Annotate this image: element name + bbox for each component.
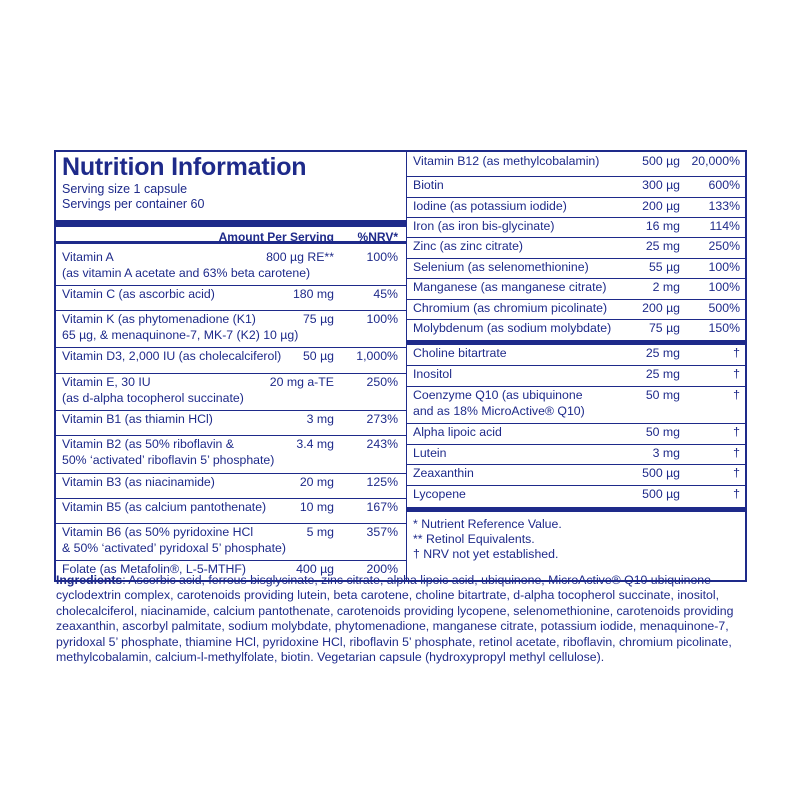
nutrient-nrv: † [733, 487, 740, 501]
nutrient-nrv: 20,000% [691, 154, 740, 168]
nutrient-name: Vitamin K (as phytomenadione (K1) 65 µg, & menaquinone-7, MK-7 (K2) 10 µg) [62, 312, 299, 342]
nutrient-nrv: 150% [708, 321, 740, 335]
nrv-header: %NRV* [357, 230, 398, 244]
nutrient-row [407, 258, 746, 279]
ingredients-text: : Ascorbic acid, ferrous bisglycinate, zinc citrate, alpha lipoic acid, ubiquinone, MicroActive® Q10 ubiquinone cyclodextrin complex, carotenoids providing lutein, beta carotene, choline bitartrate, d-alpha tocopherol succinate, inositol, cholecalciferol, niacinamide, calcium pantothenate, carotenoids providing lycopene, selenomethionine, carotenoids providing zeaxanthin, ascorbyl palmitate, sodium molybdate, phytomenadione, manganese citrate, potassium iodide, menaquinone-7, pyridoxal 5’ phosphate, thiamine HCl, pyridoxine HCl, riboflavin 5’ phosphate, retinol acetate, riboflavin, chromium picolinate, methylcobalamin, calcium-l-methylfolate, biotin. Vegetarian capsule (hydroxypropyl methyl cellulose). [56, 573, 734, 665]
nutrient-nrv: 243% [366, 437, 398, 451]
nutrient-name: Vitamin E, 30 IU (as d-alpha tocopherol succinate) [62, 375, 244, 405]
nutrient-row [56, 523, 406, 561]
nutrient-row [407, 365, 746, 387]
nutrient-amount: 500 µg [642, 154, 680, 168]
nutrient-nrv: 200% [366, 562, 398, 576]
nutrient-nrv: 100% [366, 312, 398, 326]
nutrient-nrv: 100% [366, 250, 398, 264]
nutrient-amount: 300 µg [642, 178, 680, 192]
nutrient-name: Vitamin D3, 2,000 IU (as cholecalciferol) [62, 349, 282, 363]
nutrient-row [407, 152, 746, 177]
nutrient-row [56, 285, 406, 311]
nutrient-nrv: † [733, 425, 740, 439]
right-column [406, 152, 746, 580]
nutrient-amount: 75 µg [648, 321, 680, 335]
nutrient-amount: 2 mg [652, 280, 680, 294]
amount-header: Amount Per Serving [218, 230, 334, 244]
nutrient-row [407, 319, 746, 345]
nutrient-nrv: † [733, 446, 740, 460]
nutrient-nrv: 45% [373, 287, 398, 301]
nutrient-row [56, 310, 406, 348]
nutrient-amount: 25 mg [645, 346, 680, 360]
nutrient-row [56, 248, 406, 286]
panel-title: Nutrition Information [62, 153, 307, 181]
nutrient-row [407, 464, 746, 486]
nutrient-nrv: † [733, 367, 740, 381]
nutrient-nrv: † [733, 346, 740, 360]
nutrient-name: Inositol [413, 367, 452, 381]
nutrient-name: Vitamin B3 (as niacinamide) [62, 475, 215, 489]
nutrient-row [407, 423, 746, 445]
nutrient-amount: 20 mg a-TE [269, 375, 334, 389]
nutrient-name: Vitamin C (as ascorbic acid) [62, 287, 215, 301]
nutrient-amount: 16 mg [645, 219, 680, 233]
nutrient-name: Manganese (as manganese citrate) [413, 280, 607, 294]
nutrient-name: Vitamin B1 (as thiamin HCl) [62, 412, 213, 426]
nutrient-name: Iron (as iron bis-glycinate) [413, 219, 555, 233]
nutrient-amount: 50 mg [645, 425, 680, 439]
nutrient-row [407, 444, 746, 465]
nutrient-row [407, 237, 746, 259]
nutrient-row [407, 299, 746, 320]
nutrient-amount: 25 mg [645, 367, 680, 381]
nutrient-name: Vitamin B5 (as calcium pantothenate) [62, 500, 267, 514]
nutrient-nrv: 125% [366, 475, 398, 489]
nutrient-amount: 25 mg [645, 239, 680, 253]
nutrient-amount: 10 mg [299, 500, 334, 514]
nutrition-panel [54, 150, 747, 582]
nutrient-nrv: 273% [366, 412, 398, 426]
nutrient-amount: 3 mg [652, 446, 680, 460]
nutrient-amount: 3.4 mg [296, 437, 334, 451]
nutrient-amount: 50 µg [302, 349, 334, 363]
nutrient-row [407, 386, 746, 424]
nutrient-row [56, 435, 406, 474]
nutrient-amount: 20 mg [299, 475, 334, 489]
nutrient-nrv: 600% [708, 178, 740, 192]
nutrient-amount: 180 mg [292, 287, 334, 301]
nutrient-amount: 500 µg [642, 466, 680, 480]
footnote: * Nutrient Reference Value. [413, 517, 562, 531]
ingredients-label: Ingredients [56, 573, 123, 587]
nutrient-name: Vitamin B2 (as 50% riboflavin & 50% ‘activated’ riboflavin 5’ phosphate) [62, 437, 275, 467]
nutrient-amount: 800 µg RE** [266, 250, 334, 264]
ingredients [56, 573, 746, 665]
nutrient-row [56, 347, 406, 374]
nutrient-nrv: † [733, 466, 740, 480]
nutrient-nrv: 1,000% [356, 349, 398, 363]
nutrient-nrv: 100% [708, 280, 740, 294]
nutrient-amount: 200 µg [642, 199, 680, 213]
nutrient-row [407, 217, 746, 238]
nutrient-name: Selenium (as selenomethionine) [413, 260, 589, 274]
nutrient-row [56, 410, 406, 436]
left-column [56, 152, 406, 580]
footnote: ** Retinol Equivalents. [413, 532, 535, 546]
nutrient-name: Lutein [413, 446, 447, 460]
column-header [56, 220, 406, 244]
nutrient-row [56, 373, 406, 411]
nutrient-row [56, 473, 406, 499]
nutrient-row [407, 197, 746, 218]
nutrient-amount: 50 mg [645, 388, 680, 402]
nutrient-amount: 3 mg [306, 412, 334, 426]
nutrient-row [407, 278, 746, 300]
footnote: † NRV not yet established. [413, 547, 559, 561]
nutrient-nrv: 250% [366, 375, 398, 389]
nutrient-name: Coenzyme Q10 (as ubiquinone and as 18% MicroActive® Q10) [413, 388, 585, 418]
nutrient-amount: 400 µg [296, 562, 334, 576]
nutrient-name: Alpha lipoic acid [413, 425, 502, 439]
nutrient-row [407, 485, 746, 512]
nutrient-nrv: 500% [708, 301, 740, 315]
nutrient-nrv: 167% [366, 500, 398, 514]
nutrient-amount: 55 µg [648, 260, 680, 274]
nutrient-row [407, 344, 746, 366]
nutrient-name: Vitamin B12 (as methylcobalamin) [413, 154, 600, 168]
nutrient-nrv: 357% [366, 525, 398, 539]
nutrient-name: Zeaxanthin [413, 466, 474, 480]
nutrient-row [407, 176, 746, 198]
nutrient-name: Vitamin B6 (as 50% pyridoxine HCl & 50% ‘activated’ pyridoxal 5’ phosphate) [62, 525, 286, 555]
nutrient-name: Chromium (as chromium picolinate) [413, 301, 608, 315]
nutrient-name: Folate (as Metafolin®, L-5-MTHF) [62, 562, 246, 576]
serving-size: Serving size 1 capsule [62, 182, 188, 196]
nutrient-name: Molybdenum (as sodium molybdate) [413, 321, 612, 335]
nutrient-name: Lycopene [413, 487, 466, 501]
nutrient-name: Choline bitartrate [413, 346, 507, 360]
nutrient-row [56, 498, 406, 524]
nutrient-name: Vitamin A (as vitamin A acetate and 63% beta carotene) [62, 250, 311, 280]
nutrient-nrv: 114% [709, 219, 740, 233]
nutrient-amount: 200 µg [642, 301, 680, 315]
nutrient-nrv: 250% [708, 239, 740, 253]
nutrient-amount: 75 µg [302, 312, 334, 326]
nutrient-name: Iodine (as potassium iodide) [413, 199, 567, 213]
nutrient-nrv: 133% [708, 199, 740, 213]
servings-per-container: Servings per container 60 [62, 197, 205, 211]
nutrient-name: Zinc (as zinc citrate) [413, 239, 524, 253]
nutrient-nrv: 100% [708, 260, 740, 274]
nutrient-amount: 5 mg [306, 525, 334, 539]
nutrient-nrv: † [733, 388, 740, 402]
nutrient-amount: 500 µg [642, 487, 680, 501]
nutrient-name: Biotin [413, 178, 444, 192]
